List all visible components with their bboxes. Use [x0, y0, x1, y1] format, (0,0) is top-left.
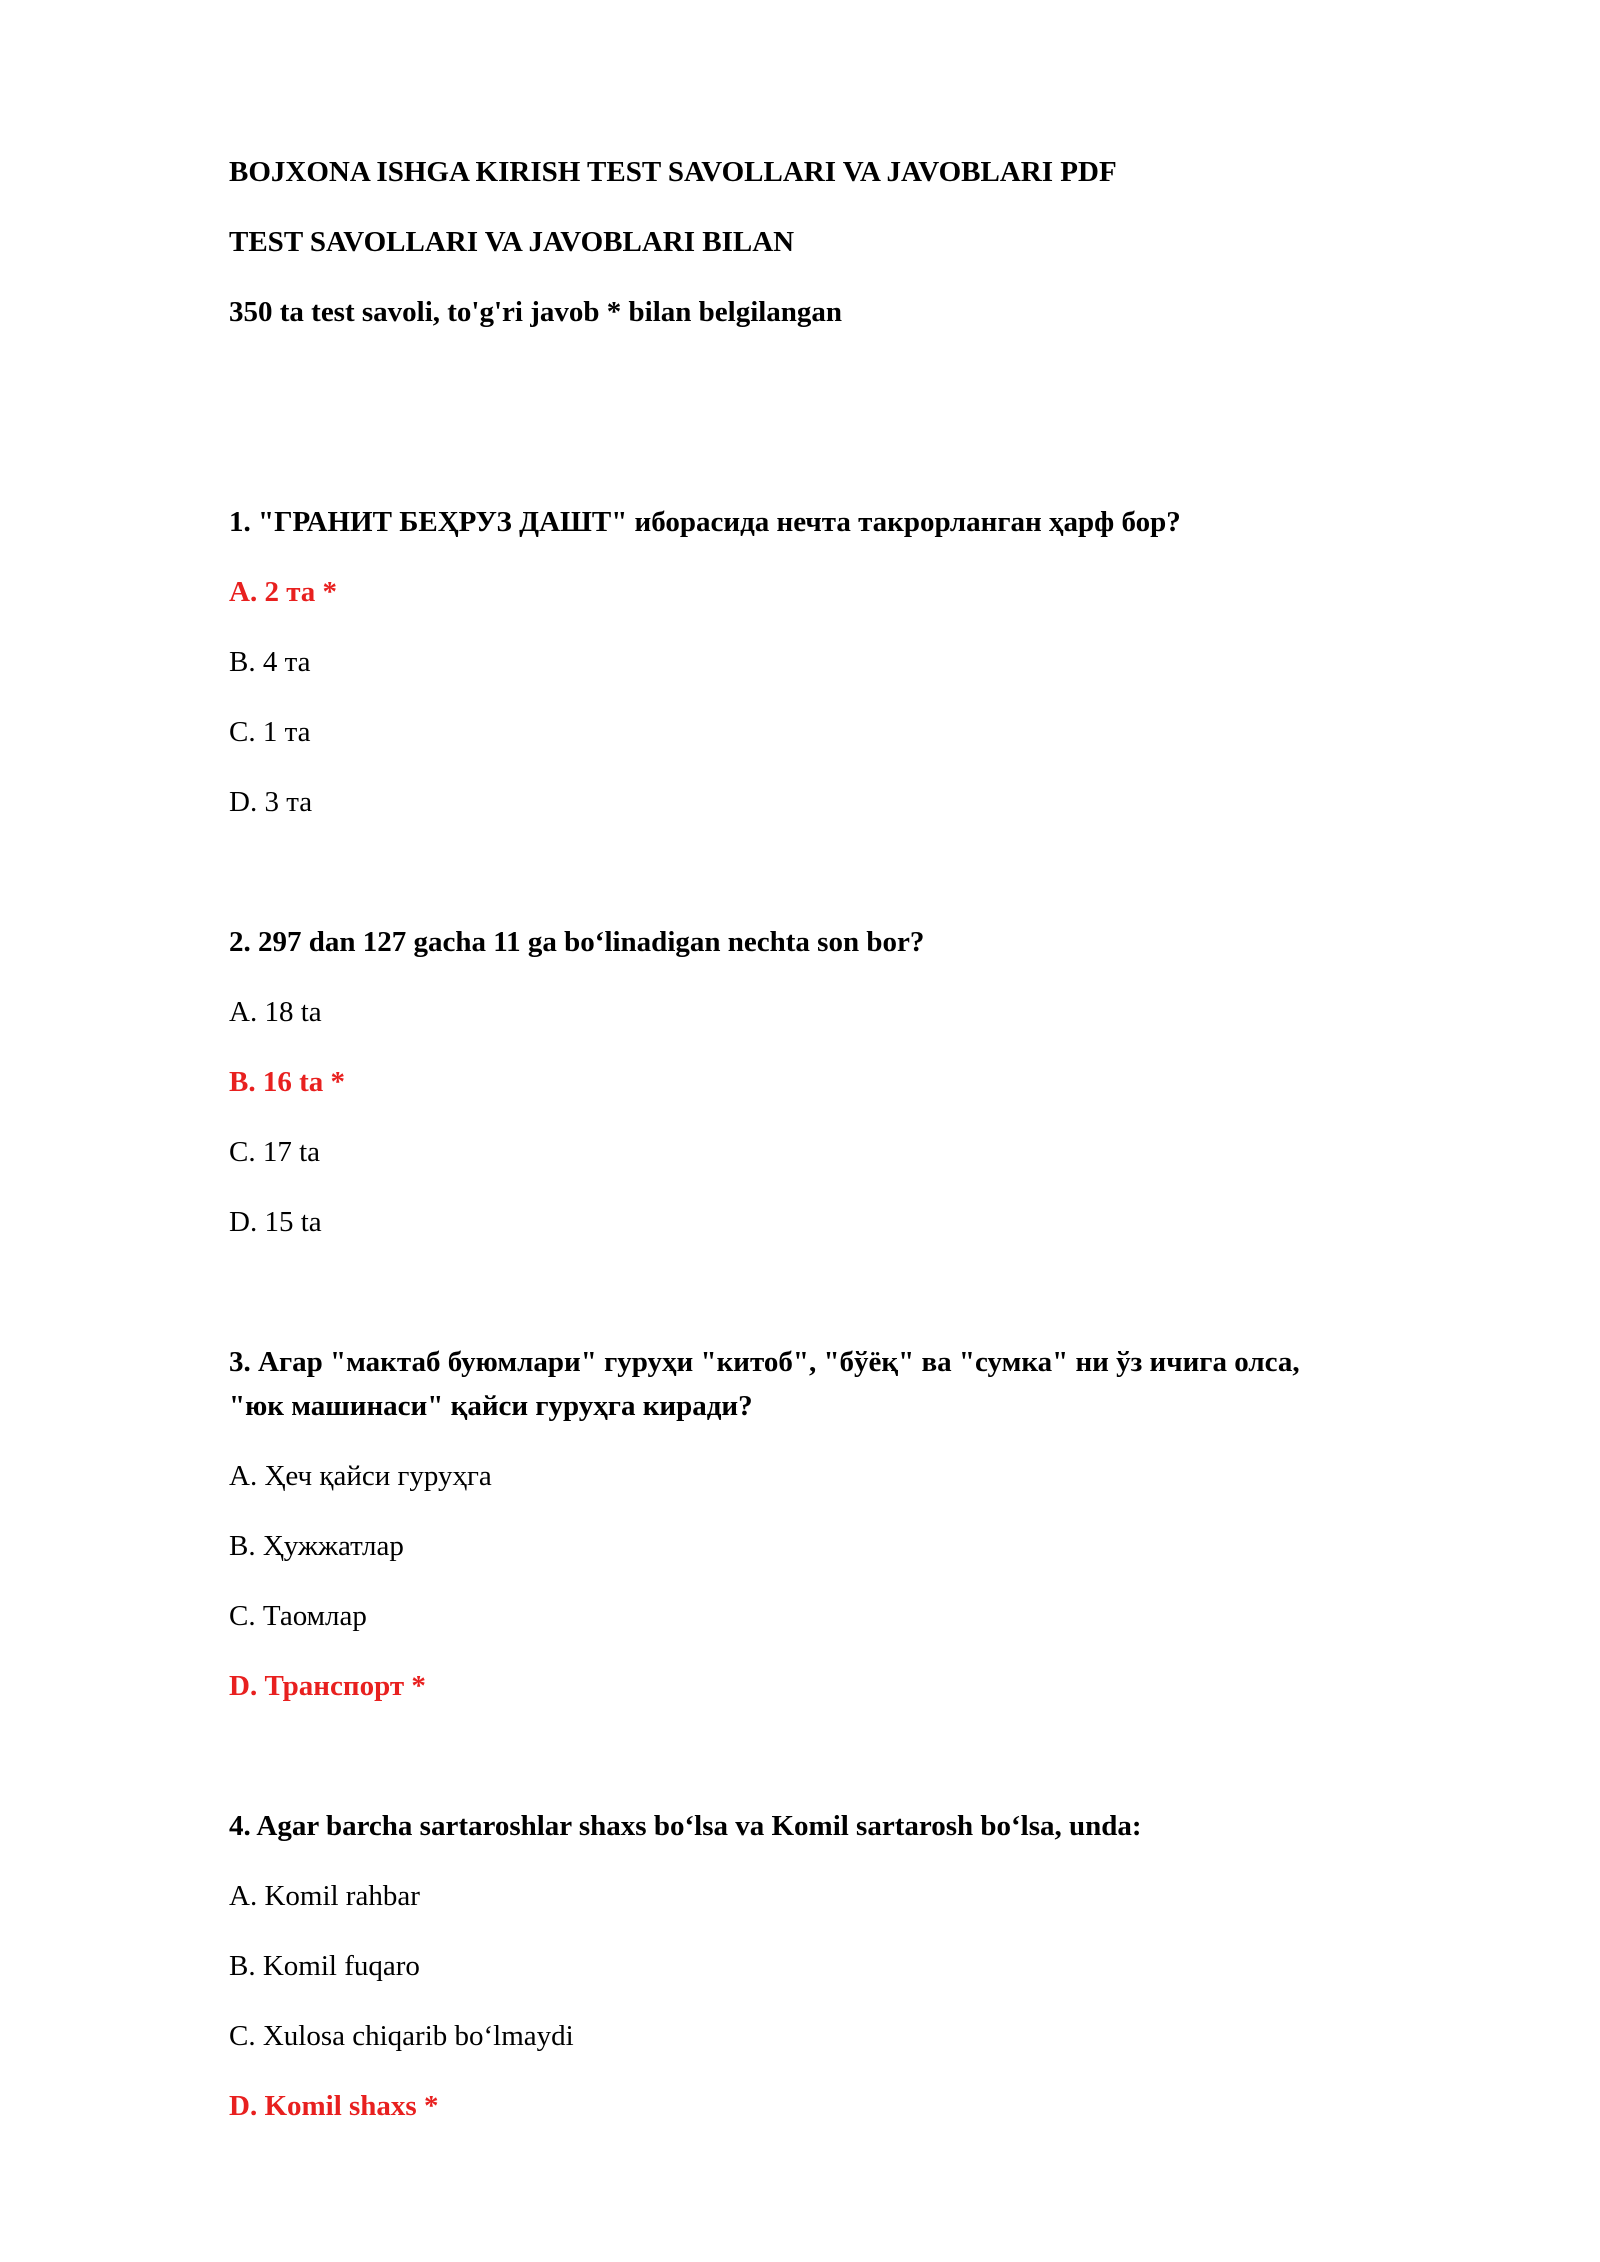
q3-option-b: B. Ҳужжатлар — [229, 1530, 404, 1562]
q2-option-a: A. 18 ta — [229, 996, 322, 1028]
question-3-line-2: "юк машинаси" қайси гуруҳга киради? — [229, 1390, 753, 1422]
q4-option-a: A. Komil rahbar — [229, 1880, 420, 1912]
document-note: 350 ta test savoli, to'g'ri javob * bilan belgilangan — [229, 296, 843, 328]
q4-option-b: B. Komil fuqaro — [229, 1950, 420, 1982]
q3-option-d: D. Транспорт * — [229, 1670, 426, 1702]
document-title: BOJXONA ISHGA KIRISH TEST SAVOLLARI VA JAVOBLARI PDF — [229, 156, 1117, 188]
q4-option-d: D. Komil shaxs * — [229, 2090, 439, 2122]
question-3-line-1: 3. Агар "мактаб буюмлари" гуруҳи "китоб", "бўёқ" ва "сумка" ни ўз ичига олса, — [229, 1346, 1300, 1378]
question-2: 2. 297 dan 127 gacha 11 ga boʻlinadigan nechta son bor? — [229, 926, 925, 958]
q1-option-a: A. 2 та * — [229, 576, 338, 608]
q2-option-b: B. 16 ta * — [229, 1066, 345, 1098]
question-4: 4. Agar barcha sartaroshlar shaxs boʻlsa va Komil sartarosh boʻlsa, unda: — [229, 1810, 1142, 1842]
q1-option-c: C. 1 та — [229, 716, 311, 748]
q2-option-d: D. 15 ta — [229, 1206, 322, 1238]
q3-option-a: A. Ҳеч қайси гуруҳга — [229, 1460, 492, 1492]
document-subtitle: TEST SAVOLLARI VA JAVOBLARI BILAN — [229, 226, 795, 258]
q2-option-c: C. 17 ta — [229, 1136, 321, 1168]
q1-option-b: B. 4 та — [229, 646, 311, 678]
q3-option-c: C. Таомлар — [229, 1600, 367, 1632]
q4-option-c: C. Xulosa chiqarib boʻlmaydi — [229, 2020, 574, 2052]
question-1: 1. "ГРАНИТ БЕҲРУЗ ДАШТ" иборасида нечта такрорланган ҳарф бор? — [229, 506, 1181, 538]
q1-option-d: D. 3 та — [229, 786, 313, 818]
